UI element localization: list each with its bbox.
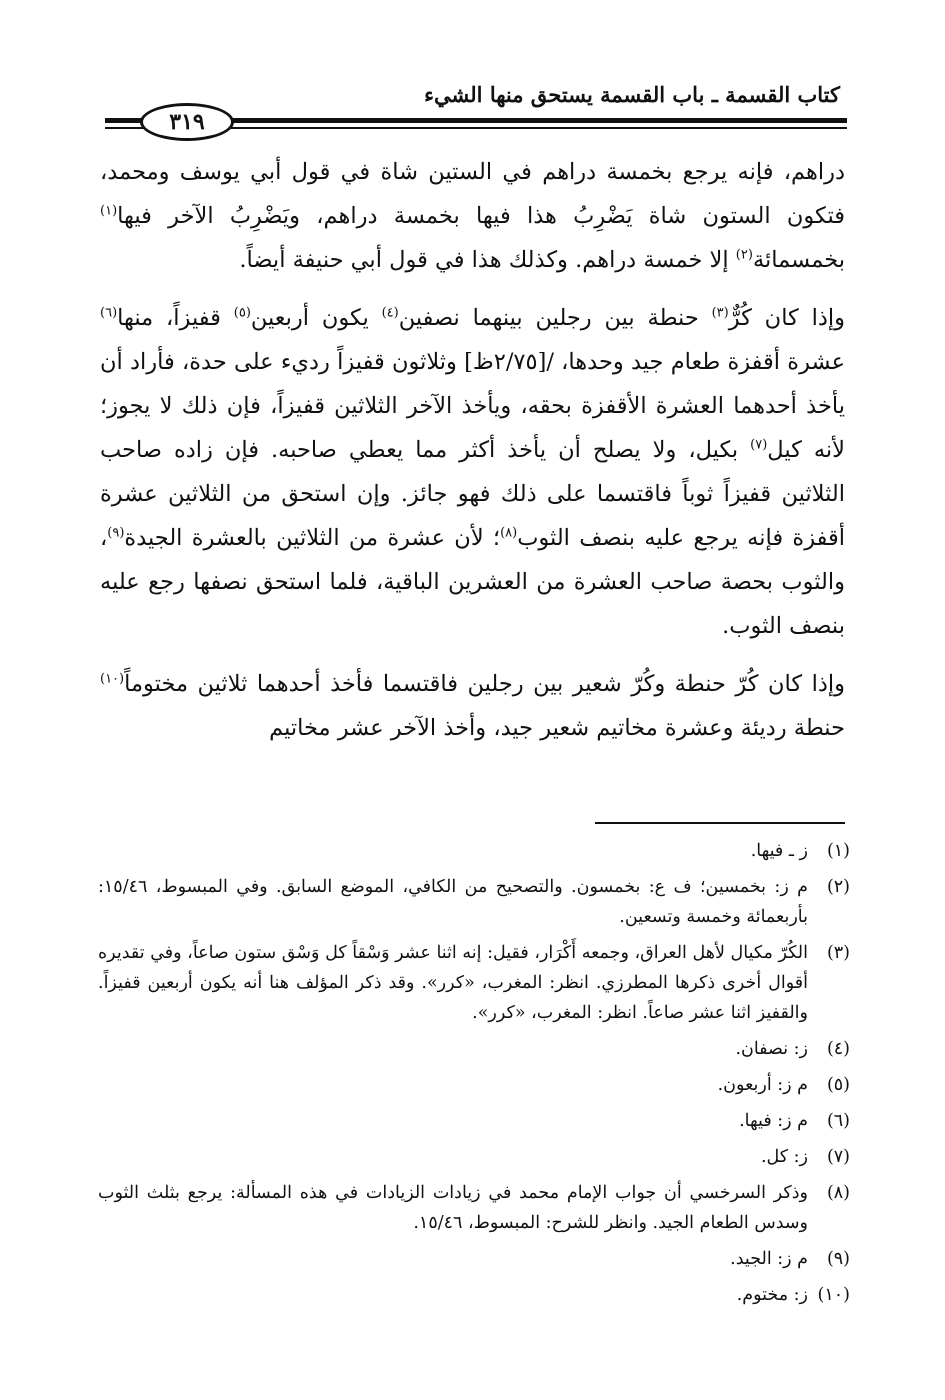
footnote-item — [98, 1070, 850, 1100]
footnote-marker: (٥) — [233, 305, 251, 321]
text-segment: بكيل، ولا يصلح أن يأخذ أكثر مما يعطي صاحبه. فإن زاده صاحب الثلاثين قفيزاً ثوباً فاقتسما على ذلك فهو جائز. وإن استحق من الثلاثين عشرة أقفزة فإنه يرجع عليه بنصف الثوب — [100, 437, 845, 551]
text-segment: حنطة رديئة وعشرة مخاتيم شعير جيد، وأخذ الآخر عشر مخاتيم — [269, 715, 845, 741]
footnote-item — [98, 938, 850, 1028]
text-segment: وإذا كان كُرٌّ — [728, 305, 845, 331]
footnote-text: وذكر السرخسي أن جواب الإمام محمد في زيادات الزيادات في هذه المسألة: يرجع بثلث الثوب وسدس الطعام الجيد. وانظر للشرح: المبسوط، ١٥/٤٦. — [98, 1183, 808, 1233]
text-segment: دراهم، فإنه يرجع بخمسة دراهم في الستين شاة في قول أبي يوسف ومحمد، فتكون الستون شاة يَضْرِبُ هذا فيها بخمسة دراهم، ويَضْرِبُ الآخر فيها — [100, 159, 845, 229]
footnote-item — [98, 1034, 850, 1064]
footnote-text: م ز: الجيد. — [730, 1249, 808, 1269]
text-segment: وإذا كان كُرّ حنطة وكُرّ شعير بين رجلين فاقتسما فأخذ أحدهما ثلاثين مختوماً — [124, 671, 845, 697]
text-segment: قفيزاً، منها — [117, 305, 234, 331]
footnote-number: (٥) — [826, 1075, 850, 1095]
text-segment: يكون أربعين — [250, 305, 382, 331]
footnote-number: (١) — [826, 841, 850, 861]
footnote-marker: (٧) — [750, 437, 768, 453]
footnote-number: (٦) — [826, 1111, 850, 1131]
footnote-marker: (١) — [100, 203, 118, 219]
text-segment: عشرة أقفزة طعام جيد وحدها، /[٢/٧٥ظ] وثلاثون قفيزاً رديء على حدة، فأراد أن يأخذ أحدهما العشرة الأقفزة بحقه، ويأخذ الآخر الثلاثين قفيزاً، فإن ذلك لا يجوز؛ لأنه كيل — [100, 349, 845, 463]
text-segment: ، والثوب بحصة صاحب العشرة من العشرين الباقية، فلما استحق نصفها رجع عليه بنصف الثوب. — [100, 525, 845, 639]
text-segment: إلا خمسة دراهم. وكذلك هذا في قول أبي حنيفة أيضاً. — [239, 247, 736, 273]
body-paragraph — [100, 150, 845, 282]
footnote-marker: (٩) — [107, 525, 125, 541]
footnote-number: (٧) — [826, 1147, 850, 1167]
footnotes — [98, 836, 850, 1316]
footnote-number: (٨) — [826, 1183, 850, 1203]
footnote-marker: (٦) — [100, 305, 118, 321]
footnote-number: (٤) — [826, 1039, 850, 1059]
footnote-item — [98, 1244, 850, 1274]
footnote-number: (٣) — [826, 943, 850, 963]
text-segment: ؛ لأن عشرة من الثلاثين بالعشرة الجيدة — [124, 525, 501, 551]
footnote-item — [98, 1106, 850, 1136]
footnote-item — [98, 1280, 850, 1310]
footnote-item — [98, 1178, 850, 1238]
footnote-marker: (٣) — [711, 305, 729, 321]
footnote-text: ز: كل. — [760, 1147, 808, 1167]
footnote-marker: (٤) — [381, 305, 399, 321]
footnote-marker: (٢) — [735, 247, 753, 263]
footnote-item — [98, 1142, 850, 1172]
footnote-text: ز: نصفان. — [735, 1039, 808, 1059]
footnote-marker: (٨) — [500, 525, 518, 541]
footnote-text: ز ـ فيها. — [750, 841, 808, 861]
footnote-number: (١٠) — [817, 1285, 850, 1305]
footnote-item — [98, 872, 850, 932]
text-segment: حنطة بين رجلين بينهما نصفين — [398, 305, 712, 331]
footnote-number: (٢) — [826, 877, 850, 897]
footnote-separator — [595, 822, 845, 824]
main-text — [100, 150, 845, 764]
body-paragraph — [100, 662, 845, 750]
page-number: ٣١٩ — [140, 103, 234, 141]
footnote-text: م ز: أربعون. — [717, 1075, 808, 1095]
body-paragraph — [100, 296, 845, 648]
footnote-number: (٩) — [826, 1249, 850, 1269]
running-head: كتاب القسمة ـ باب القسمة يستحق منها الشيء — [424, 82, 840, 107]
footnote-text: الكُرّ مكيال لأهل العراق، وجمعه أَكْرَار، فقيل: إنه اثنا عشر وَسْقاً كل وَسْق ستون صاعاً، وفي تقديره أقوال أخرى ذكرها المطرزي. انظر: المغرب، «كرر». وقد ذكر المؤلف هنا أنه يكون أربعين قفيزاً. والقفيز اثنا عشر صاعاً. انظر: المغرب، «كرر». — [98, 943, 808, 1023]
footnote-text: ز: مختوم. — [736, 1285, 808, 1305]
footnote-text: م ز: فيها. — [739, 1111, 808, 1131]
footnote-text: م ز: بخمسين؛ ف ع: بخمسون. والتصحيح من الكافي، الموضع السابق. وفي المبسوط، ١٥/٤٦: بأربعمائة وخمسة وتسعين. — [98, 877, 808, 927]
footnote-item — [98, 836, 850, 866]
text-segment: بخمسمائة — [752, 247, 845, 273]
footnote-marker: (١٠) — [100, 671, 125, 687]
